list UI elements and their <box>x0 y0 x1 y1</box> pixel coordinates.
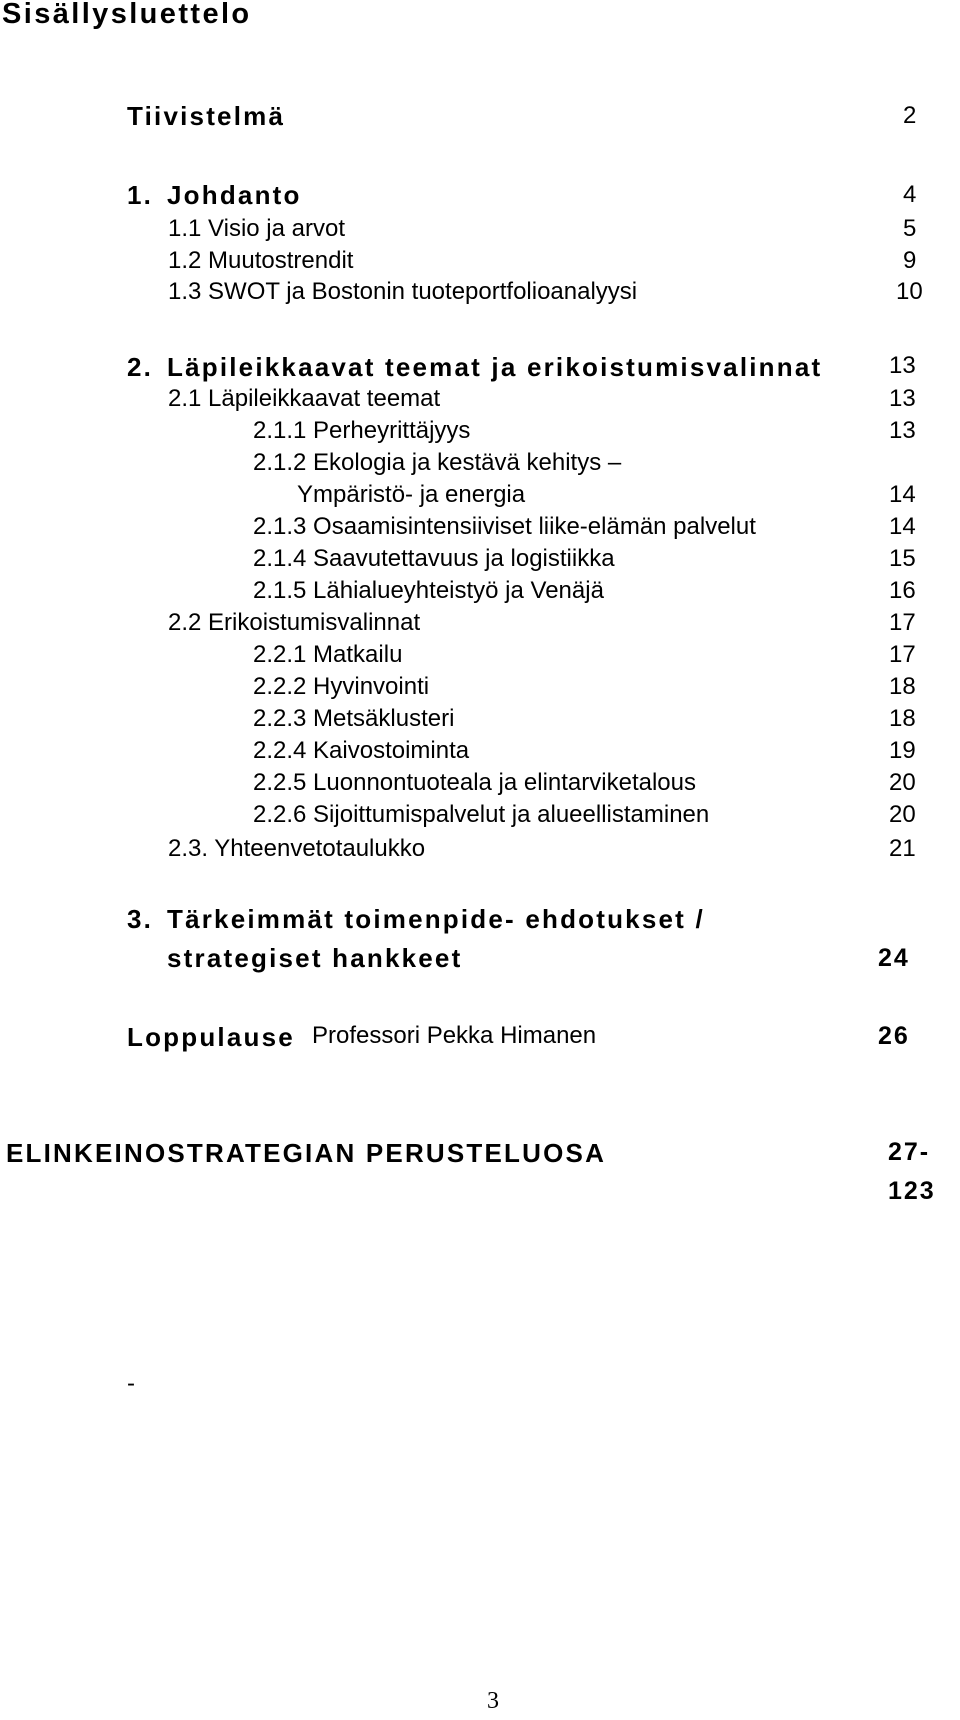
toc-entry-page: 20 <box>889 801 916 828</box>
toc-chapter-3-page: 24 <box>878 944 910 972</box>
stray-dash: - <box>127 1370 135 1397</box>
toc-entry-page: 13 <box>889 385 916 412</box>
toc-chapter-1-title: Johdanto <box>167 180 302 210</box>
toc-entry-page: 5 <box>903 215 917 242</box>
toc-entry-page: 10 <box>896 278 923 305</box>
page-number: 3 <box>487 1688 499 1714</box>
toc-entry: 2.1.4 Saavutettavuus ja logistiikka <box>253 545 615 572</box>
toc-entry-page: 16 <box>889 577 916 604</box>
toc-entry-page: 9 <box>903 247 917 274</box>
toc-entry-page: 15 <box>889 545 916 572</box>
toc-entry: 2.2 Erikoistumisvalinnat <box>168 609 421 636</box>
page-title: Sisällysluettelo <box>2 0 252 30</box>
toc-entry: 2.1.5 Lähialueyhteistyö ja Venäjä <box>253 577 604 604</box>
toc-chapter-1-page: 4 <box>903 181 917 208</box>
toc-chapter-3-number: 3. <box>127 904 154 934</box>
toc-entry-page: 17 <box>889 641 916 668</box>
toc-entry: 2.2.6 Sijoittumispalvelut ja alueellistaminen <box>253 801 710 828</box>
toc-entry: 2.2.1 Matkailu <box>253 641 403 668</box>
toc-entry-page: 19 <box>889 737 916 764</box>
toc-chapter-2-page: 13 <box>889 352 916 379</box>
toc-entry: 2.1 Läpileikkaavat teemat <box>168 385 441 412</box>
toc-closing-label: Loppulause <box>127 1022 295 1052</box>
toc-chapter-2-title: Läpileikkaavat teemat ja erikoistumisvalinnat <box>167 352 823 382</box>
toc-entry-page: 18 <box>889 705 916 732</box>
toc-entry-abstract: Tiivistelmä <box>127 101 286 131</box>
toc-entry-page: 14 <box>889 513 916 540</box>
toc-entry-page: 18 <box>889 673 916 700</box>
toc-entry: 1.2 Muutostrendit <box>168 247 354 274</box>
toc-entry: 2.1.1 Perheyrittäjyys <box>253 417 471 444</box>
toc-closing-author: Professori Pekka Himanen <box>312 1022 597 1049</box>
toc-entry-page: 13 <box>889 417 916 444</box>
toc-entry: 2.2.4 Kaivostoiminta <box>253 737 470 764</box>
toc-page-abstract: 2 <box>903 102 917 129</box>
toc-entry: 2.1.3 Osaamisintensiiviset liike-elämän palvelut <box>253 513 756 540</box>
toc-chapter-3-title-line2: strategiset hankkeet <box>167 943 463 973</box>
toc-chapter-2-number: 2. <box>127 352 154 382</box>
toc-entry-continuation: Ympäristö- ja energia <box>297 481 526 508</box>
toc-part-title: ELINKEINOSTRATEGIAN PERUSTELUOSA <box>6 1138 607 1168</box>
toc-entry: 1.3 SWOT ja Bostonin tuoteportfolioanalyysi <box>168 278 638 305</box>
toc-entry: 2.2.5 Luonnontuoteala ja elintarviketalous <box>253 769 696 796</box>
toc-entry: 2.2.2 Hyvinvointi <box>253 673 430 700</box>
toc-entry: 2.1.2 Ekologia ja kestävä kehitys – <box>253 449 622 476</box>
toc-closing-page: 26 <box>878 1022 910 1050</box>
toc-entry: 2.3. Yhteenvetotaulukko <box>168 835 426 862</box>
toc-entry: 2.2.3 Metsäklusteri <box>253 705 455 732</box>
toc-part-page-line1: 27- <box>888 1138 931 1166</box>
toc-chapter-1-number: 1. <box>127 180 154 210</box>
toc-chapter-3-title-line1: Tärkeimmät toimenpide- ehdotukset / <box>167 904 705 934</box>
toc-entry-page: 14 <box>889 481 916 508</box>
toc-entry-page: 17 <box>889 609 916 636</box>
toc-part-page-line2: 123 <box>888 1177 936 1205</box>
toc-entry-page: 20 <box>889 769 916 796</box>
toc-entry: 1.1 Visio ja arvot <box>168 215 345 242</box>
toc-entry-page: 21 <box>889 835 916 862</box>
